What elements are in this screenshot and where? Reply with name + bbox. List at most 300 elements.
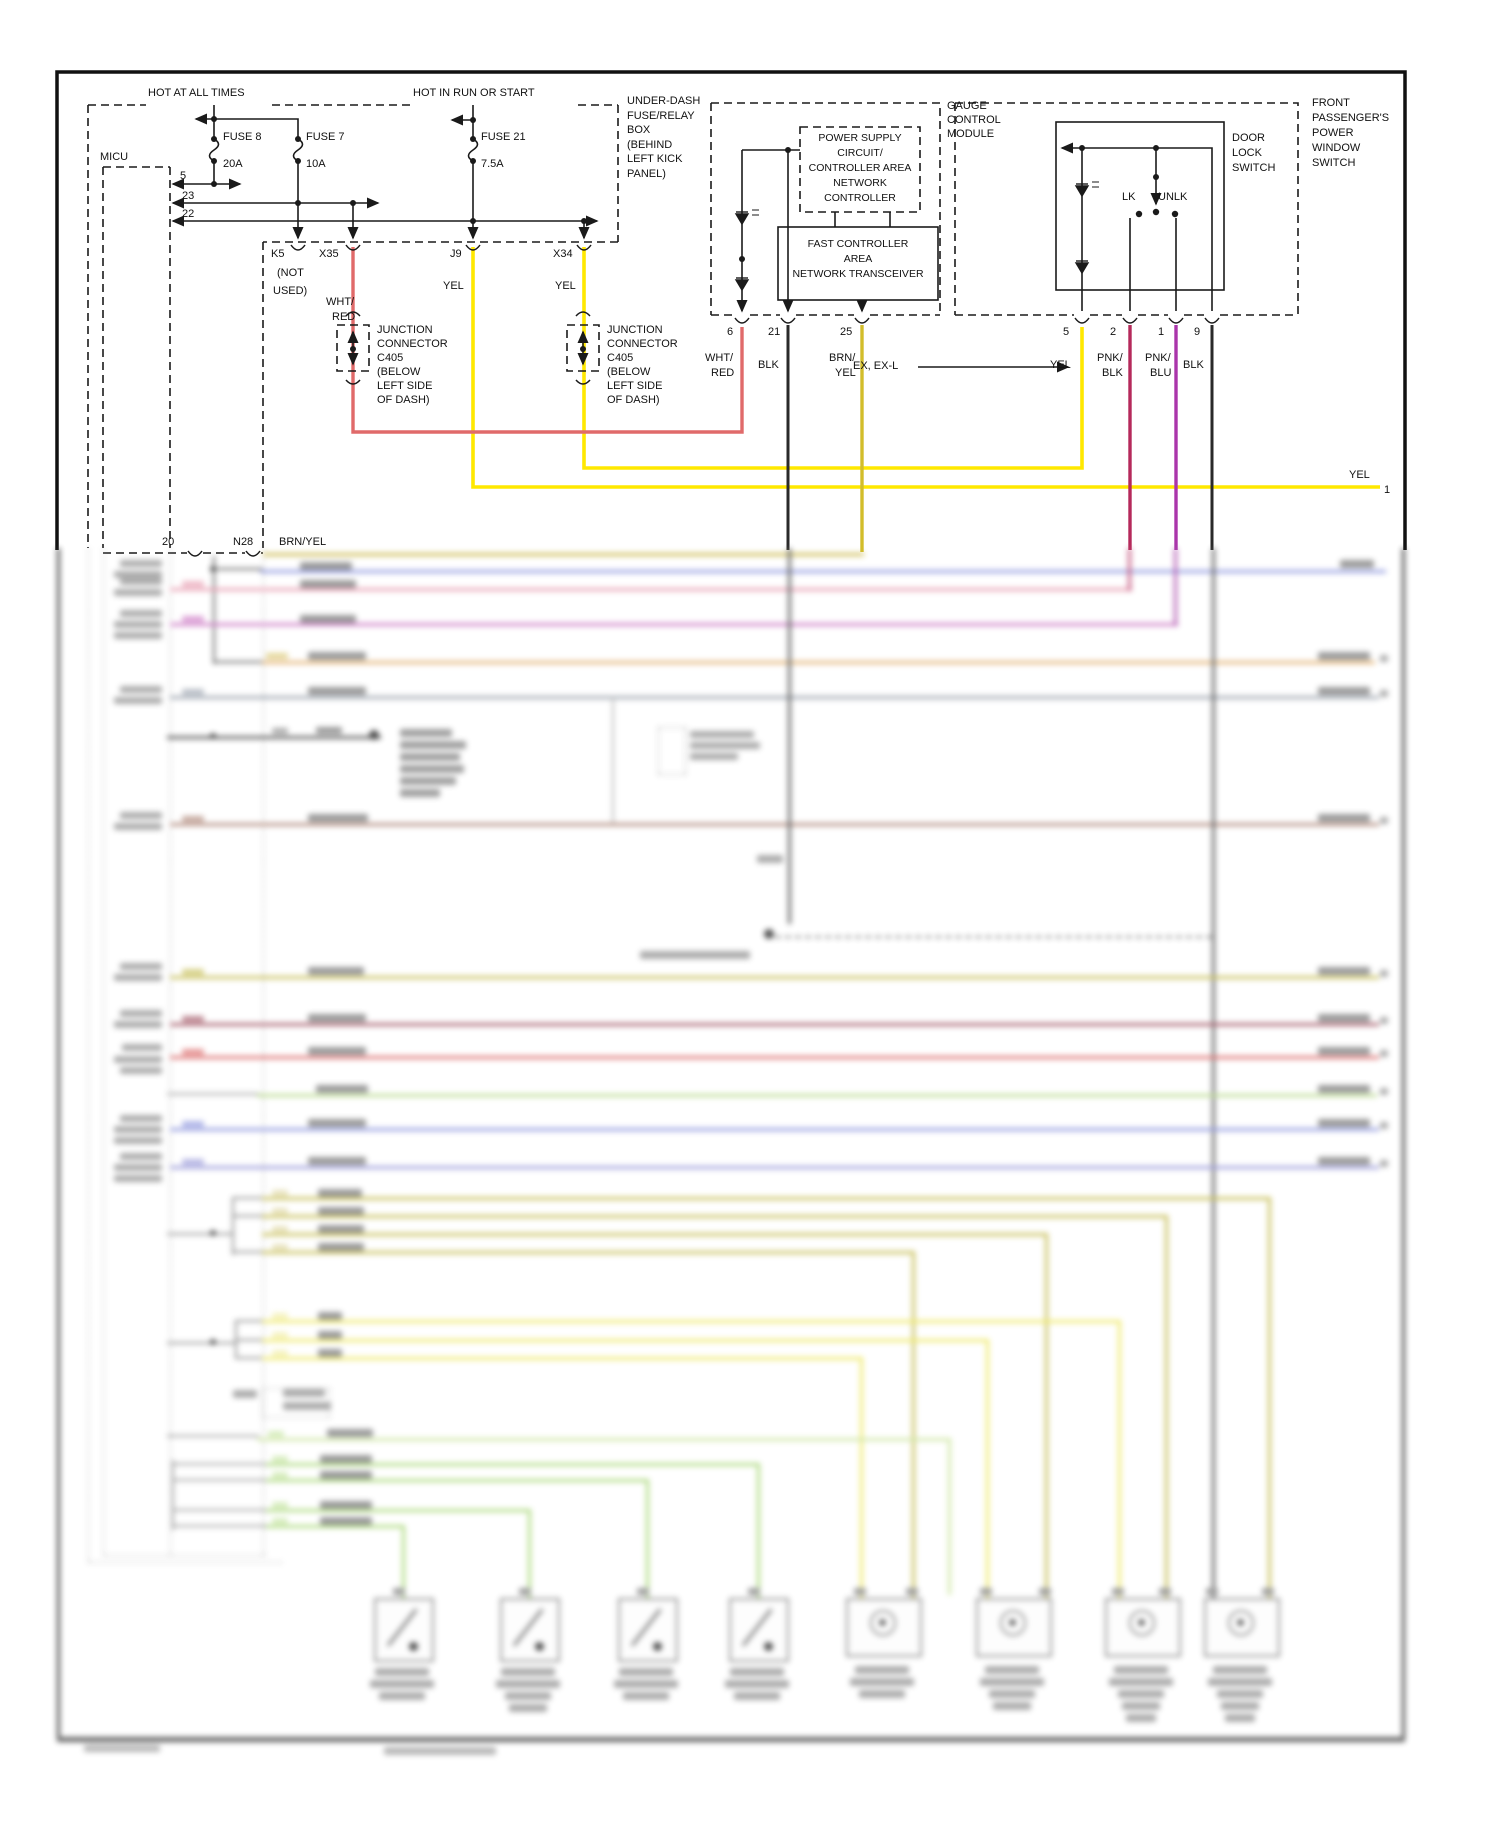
blurred-text-blob (114, 974, 162, 981)
label-dls-pin-9: 9 (1194, 326, 1201, 338)
label-junction2-3: C405 (607, 352, 634, 364)
blurred-pin-blob (854, 1588, 866, 1595)
blurred-wire (57, 548, 60, 1740)
blurred-text-blob (318, 1312, 342, 1320)
blurred-text-blob (84, 1745, 160, 1752)
blurred-wire (266, 1525, 402, 1528)
blurred-text-blob (1318, 1014, 1370, 1022)
label-wht-red-1: WHT/ (326, 296, 355, 308)
blurred-text-blob (384, 1747, 496, 1755)
blurred-text-blob (272, 1208, 288, 1214)
label-underdash-2: FUSE/RELAY (627, 110, 695, 122)
blurred-wire (170, 976, 1379, 979)
blurred-component-label (370, 1680, 434, 1688)
blurred-text-blob (272, 1350, 288, 1356)
label-dls-pnkblk-2: BLK (1102, 367, 1123, 379)
blurred-text-blob (640, 951, 750, 959)
blurred-wire (257, 1438, 948, 1441)
blurred-component-label (1221, 1702, 1259, 1710)
label-power-3: CONTROLLER AREA (808, 162, 912, 174)
label-pin-k5: K5 (271, 248, 285, 260)
blurred-wire (213, 556, 215, 664)
blurred-component-label (855, 1666, 909, 1674)
blurred-junction-dot (210, 1339, 216, 1345)
blurred-component-label (1225, 1714, 1255, 1722)
blurred-component-label (619, 1668, 673, 1676)
label-dls-pnkblu-1: PNK/ (1145, 352, 1171, 364)
label-dls-pnkblk-1: PNK/ (1097, 352, 1123, 364)
blurred-component-label (379, 1692, 425, 1700)
blurred-component-label (501, 1668, 555, 1676)
blurred-text-blob (272, 1472, 288, 1478)
label-yel-right-pin: 1 (1384, 484, 1391, 496)
blurred-text-blob (120, 578, 162, 585)
blurred-pin-blob (1159, 1588, 1171, 1595)
blurred-text-blob (400, 729, 452, 737)
blurred-wire (232, 1215, 262, 1217)
blurred-wire (170, 1128, 1379, 1131)
blurred-wire (775, 936, 1212, 938)
blurred-wire (213, 568, 262, 570)
blurred-text-blob (272, 1456, 288, 1462)
label-underdash-6: PANEL) (627, 168, 666, 180)
label-doorlock-2: LOCK (1232, 147, 1262, 159)
label-junction2-2: CONNECTOR (607, 338, 678, 350)
blurred-text-blob (182, 1049, 204, 1055)
blurred-text-blob (1340, 560, 1374, 568)
blurred-text-blob (120, 812, 162, 819)
blurred-text-blob (114, 1021, 162, 1028)
blurred-wire (262, 1339, 986, 1342)
blurred-text-blob (122, 1044, 162, 1051)
blurred-component-label (1118, 1690, 1164, 1698)
blurred-wire (170, 823, 1379, 826)
label-gauge-pin-21: 21 (768, 326, 781, 338)
blurred-text-blob (114, 697, 162, 704)
blurred-wire (1268, 1197, 1271, 1598)
blurred-text-blob (272, 1502, 288, 1508)
blurred-text-blob (318, 1225, 364, 1233)
label-dls-pin-1: 1 (1158, 326, 1165, 338)
blurred-pin-blob (637, 1588, 649, 1595)
label-frontpass-4: WINDOW (1312, 142, 1361, 154)
label-junction1-6: OF DASH) (377, 394, 430, 406)
blurred-text-blob (272, 1226, 288, 1232)
label-fuse-7: FUSE 7 (306, 131, 345, 143)
blurred-text-blob (114, 621, 162, 628)
blurred-wire (103, 1555, 266, 1556)
blurred-junction-dot (210, 1230, 216, 1236)
blurred-wire (232, 1251, 262, 1253)
label-fuse-8: FUSE 8 (223, 131, 262, 143)
blurred-wire (232, 1197, 234, 1255)
blurred-wire (266, 1479, 646, 1482)
blurred-text-blob (272, 1332, 288, 1338)
blurred-motor-dot (1138, 1619, 1145, 1626)
blurred-wire (172, 1509, 267, 1511)
blurred-text-blob (320, 1471, 372, 1479)
blurred-wire (646, 1479, 649, 1598)
blurred-text-blob (400, 741, 466, 749)
blurred-pin-blob (1112, 1588, 1124, 1595)
blurred-motor-dot (1237, 1619, 1244, 1626)
label-yel-j9: YEL (443, 280, 464, 292)
blurred-component-label (1109, 1678, 1173, 1686)
label-gauge-blk: BLK (758, 359, 779, 371)
blurred-window-switch (618, 1598, 678, 1662)
label-gauge-brn-1: BRN/ (829, 352, 856, 364)
blurred-text-blob (182, 969, 204, 975)
blurred-component-label (993, 1702, 1031, 1710)
label-dls-pin-5: 5 (1063, 326, 1070, 338)
blurred-wire (1118, 1320, 1121, 1598)
blurred-component-label (725, 1680, 789, 1688)
blurred-pin-blob (1262, 1588, 1274, 1595)
blurred-text-blob (1380, 1050, 1388, 1057)
blurred-text-blob (308, 1047, 366, 1055)
blurred-wire (263, 553, 864, 556)
label-fuse-21-amps: 7.5A (481, 158, 504, 170)
blurred-text-blob (308, 814, 368, 822)
blurred-text-blob (120, 1115, 162, 1122)
blurred-text-blob (120, 1153, 162, 1160)
label-yel-x34: YEL (555, 280, 576, 292)
blurred-text-blob (1380, 970, 1388, 977)
blurred-text-blob (1318, 1047, 1370, 1055)
blurred-text-blob (308, 687, 366, 695)
blurred-text-blob (1380, 1088, 1388, 1095)
blurred-text-blob (114, 823, 162, 830)
blurred-switch-dot (764, 1642, 773, 1651)
blurred-text-blob (318, 1189, 362, 1197)
blurred-text-blob (1380, 655, 1388, 662)
blurred-text-blob (120, 610, 162, 617)
label-ex-exl: EX, EX-L (853, 360, 899, 372)
label-junction2-1: JUNCTION (607, 324, 663, 336)
blurred-text-blob (400, 765, 464, 773)
blurred-text-blob (272, 1190, 288, 1196)
blurred-wire (170, 1056, 1379, 1059)
label-micu-pin-20: 20 (162, 536, 175, 548)
blurred-text-blob (308, 967, 364, 975)
blurred-wire (103, 548, 104, 1556)
label-junction1-3: C405 (377, 352, 404, 364)
label-doorlock-3: SWITCH (1232, 162, 1276, 174)
blurred-junction-dot (210, 566, 216, 572)
blurred-text-blob (1380, 1160, 1388, 1167)
blurred-text-blob (308, 1157, 366, 1165)
blurred-text-blob (1318, 967, 1370, 975)
blurred-wire (986, 1339, 989, 1598)
blurred-component-label (989, 1690, 1035, 1698)
label-gauge-brn-2: YEL (835, 367, 856, 379)
blurred-wire (172, 1525, 267, 1527)
blurred-text-blob (182, 616, 204, 622)
label-underdash-1: UNDER-DASH (627, 95, 701, 107)
blurred-text-blob (182, 1121, 204, 1127)
blurred-text-blob (272, 728, 288, 734)
blurred-motor-dot (879, 1619, 886, 1626)
label-doorlock-1: DOOR (1232, 132, 1265, 144)
blurred-text-blob (757, 855, 783, 863)
blurred-text-blob (114, 1137, 162, 1144)
blurred-text-blob (690, 753, 738, 760)
blurred-wire (167, 1093, 259, 1095)
label-gauge-pin-6: 6 (727, 326, 734, 338)
blurred-switch-dot (653, 1642, 662, 1651)
label-dls-blk: BLK (1183, 359, 1204, 371)
blurred-wire (170, 1023, 1379, 1026)
blurred-text-blob (120, 1010, 162, 1017)
blurred-text-blob (308, 1014, 366, 1022)
blurred-wire (262, 1251, 912, 1254)
blurred-text-blob (114, 632, 162, 639)
blurred-text-blob (272, 1313, 288, 1319)
label-dls-yel: YEL (1050, 359, 1071, 371)
label-micu-pin-22: 22 (182, 208, 195, 220)
blurred-component-label (980, 1678, 1044, 1686)
blurred-text-blob (114, 571, 162, 578)
blurred-wire (262, 1197, 1268, 1200)
blurred-pin-blob (748, 1588, 760, 1595)
label-junction2-6: OF DASH) (607, 394, 660, 406)
blurred-text-blob (120, 963, 162, 970)
blurred-wire (788, 548, 791, 924)
blurred-text-blob (182, 581, 204, 587)
blurred-text-blob (114, 1175, 162, 1182)
label-underdash-5: LEFT KICK (627, 153, 683, 165)
blurred-text-blob (120, 1067, 162, 1074)
label-gauge-1: GAUGE (947, 100, 987, 112)
label-gauge-pin-25: 25 (840, 326, 853, 338)
blurred-text-blob (283, 1389, 325, 1397)
label-not-used-2: USED) (273, 285, 308, 297)
label-frontpass-1: FRONT (1312, 97, 1350, 109)
blurred-text-blob (316, 727, 342, 734)
blurred-pin-blob (393, 1588, 405, 1595)
label-gauge-3: MODULE (947, 128, 995, 140)
blurred-wire (1128, 548, 1131, 591)
blurred-wire (235, 1320, 262, 1322)
blurred-wire (1174, 548, 1177, 626)
blurred-wire (88, 1562, 282, 1563)
label-wht-red-2: RED (332, 311, 356, 323)
blurred-wire (1045, 1233, 1048, 1598)
label-fast-3: NETWORK TRANSCEIVER (792, 268, 924, 280)
label-fast-2: AREA (843, 253, 873, 265)
label-lk: LK (1122, 191, 1136, 203)
label-pin-j9: J9 (450, 248, 462, 260)
blurred-text-blob (272, 1244, 288, 1250)
blurred-text-blob (308, 652, 366, 660)
blurred-component-label (1122, 1702, 1160, 1710)
blurred-text-blob (690, 731, 754, 738)
blurred-text-blob (308, 1119, 366, 1127)
blurred-wire (257, 1094, 1377, 1097)
label-gauge-wht-2: RED (711, 367, 735, 379)
blurred-text-blob (182, 1016, 204, 1022)
blurred-text-blob (1318, 652, 1370, 660)
label-dls-pnkblu-2: BLU (1150, 367, 1172, 379)
blurred-text-blob (1318, 814, 1370, 822)
label-junction1-1: JUNCTION (377, 324, 433, 336)
blurred-junction-dot (764, 929, 774, 939)
label-power-4: NETWORK (833, 177, 887, 189)
blurred-component-label (1126, 1714, 1156, 1722)
blurred-wire (1165, 1215, 1168, 1598)
blurred-component-label (509, 1704, 547, 1712)
label-junction1-2: CONNECTOR (377, 338, 448, 350)
label-micu-pin-23: 23 (182, 190, 195, 202)
label-power-2: CIRCUIT/ (837, 147, 883, 159)
blurred-wire (170, 1166, 1379, 1169)
label-micu-pin-5: 5 (180, 170, 187, 182)
label-dls-pin-2: 2 (1110, 326, 1117, 338)
blurred-component-label (734, 1692, 780, 1700)
label-yel-right: YEL (1349, 469, 1370, 481)
blurred-pin-blob (519, 1588, 531, 1595)
blurred-wire (172, 1479, 267, 1481)
blurred-wire (167, 1435, 259, 1437)
label-junction1-4: (BELOW (377, 366, 421, 378)
label-hot-at-all-times: HOT AT ALL TIMES (148, 87, 245, 99)
label-pin-x34: X34 (553, 248, 573, 260)
blurred-component-label (730, 1668, 784, 1676)
label-underdash-4: (BEHIND (627, 139, 673, 151)
blurred-text-blob (114, 589, 162, 596)
blurred-wire (172, 1463, 267, 1465)
blurred-junction-dot (369, 730, 379, 740)
blurred-text-blob (1318, 1157, 1370, 1165)
blurred-component-label (985, 1666, 1039, 1674)
label-frontpass-5: SWITCH (1312, 157, 1356, 169)
blurred-wire (262, 1357, 860, 1360)
label-micu-pin-n28: N28 (233, 536, 254, 548)
blurred-text-blob (120, 560, 162, 567)
label-hot-in-run-or-start: HOT IN RUN OR START (413, 87, 535, 99)
blurred-text-blob (318, 1349, 342, 1357)
blurred-text-blob (233, 1390, 257, 1398)
blurred-wire (860, 1357, 863, 1598)
label-power-1: POWER SUPPLY (818, 132, 902, 144)
label-fuse-8-amps: 20A (223, 158, 243, 170)
label-frontpass-2: PASSENGER'S (1312, 112, 1390, 124)
label-brn-yel-wire: BRN/YEL (279, 536, 327, 548)
blurred-component-label (850, 1678, 914, 1686)
label-junction2-4: (BELOW (607, 366, 651, 378)
blurred-text-blob (1380, 817, 1388, 824)
blurred-switch-dot (409, 1642, 418, 1651)
blurred-pin-blob (1206, 1588, 1218, 1595)
blurred-wire (235, 1357, 262, 1359)
blurred-text-blob (1318, 1085, 1370, 1093)
blurred-text-blob (318, 1243, 364, 1251)
blurred-wire (266, 1463, 757, 1466)
blurred-wire (167, 1342, 236, 1344)
blurred-connector-box (658, 727, 686, 775)
blurred-component-label (1114, 1666, 1168, 1674)
blurred-pin-blob (906, 1588, 918, 1595)
blurred-text-blob (114, 1056, 162, 1063)
blurred-component-label (1217, 1690, 1263, 1698)
label-frontpass-3: POWER (1312, 127, 1354, 139)
blurred-text-blob (1380, 690, 1388, 697)
blurred-window-switch (374, 1598, 434, 1662)
blurred-component-label (375, 1668, 429, 1676)
blurred-wire (757, 1463, 760, 1598)
blurred-wire (1402, 548, 1405, 1740)
blurred-text-blob (300, 615, 356, 623)
blurred-component-label (505, 1692, 551, 1700)
blurred-text-blob (400, 753, 460, 761)
label-fuse-21: FUSE 21 (481, 131, 526, 143)
blurred-text-blob (300, 562, 352, 570)
blurred-text-blob (1380, 1122, 1388, 1129)
blurred-text-blob (114, 1164, 162, 1171)
blurred-junction-dot (210, 733, 216, 739)
blurred-wire (1212, 548, 1215, 1600)
blurred-wire (262, 1320, 1118, 1323)
blurred-wire (235, 1339, 262, 1341)
blurred-wire (170, 588, 1132, 591)
blurred-wire (948, 1438, 951, 1595)
blurred-pin-blob (1039, 1588, 1051, 1595)
blurred-component-label (614, 1680, 678, 1688)
blurred-text-blob (1318, 687, 1370, 695)
blurred-text-blob (283, 1402, 331, 1410)
label-junction2-5: LEFT SIDE (607, 380, 663, 392)
blurred-text-blob (690, 742, 760, 749)
label-junction1-5: LEFT SIDE (377, 380, 433, 392)
label-not-used-1: (NOT (277, 267, 304, 279)
blurred-wire (912, 1251, 915, 1598)
blurred-text-blob (400, 777, 456, 785)
blurred-text-blob (182, 816, 204, 822)
label-gauge-wht-1: WHT/ (705, 352, 734, 364)
blurred-text-blob (400, 789, 440, 797)
blurred-motor-dot (1009, 1619, 1016, 1626)
blurred-wire (213, 661, 264, 663)
blurred-window-switch (729, 1598, 789, 1662)
blurred-component-label (623, 1692, 669, 1700)
blurred-text-blob (1380, 1017, 1388, 1024)
blurred-component-label (1213, 1666, 1267, 1674)
blurred-wire (260, 570, 1386, 573)
blurred-wire (88, 548, 89, 1562)
blurred-pin-blob (980, 1588, 992, 1595)
blurred-wire (262, 1233, 1045, 1236)
blurred-text-blob (316, 1085, 368, 1093)
blurred-text-blob (268, 1431, 284, 1437)
blurred-text-blob (1318, 1119, 1370, 1127)
blurred-component-label (859, 1690, 905, 1698)
blurred-text-blob (320, 1501, 372, 1509)
blurred-text-blob (300, 580, 356, 588)
blurred-text-blob (320, 1455, 372, 1463)
label-pin-x35: X35 (319, 248, 339, 260)
label-power-5: CONTROLLER (824, 192, 896, 204)
blurred-text-blob (327, 1429, 373, 1437)
blurred-component-label (496, 1680, 560, 1688)
blurred-wire (57, 1737, 1405, 1742)
blurred-text-blob (182, 689, 204, 695)
blurred-component-label (1208, 1678, 1272, 1686)
label-fuse-7-amps: 10A (306, 158, 326, 170)
blurred-wire (232, 1197, 262, 1199)
blurred-text-blob (182, 1159, 204, 1165)
label-micu-title: MICU (100, 151, 129, 163)
blurred-wire (528, 1509, 531, 1598)
